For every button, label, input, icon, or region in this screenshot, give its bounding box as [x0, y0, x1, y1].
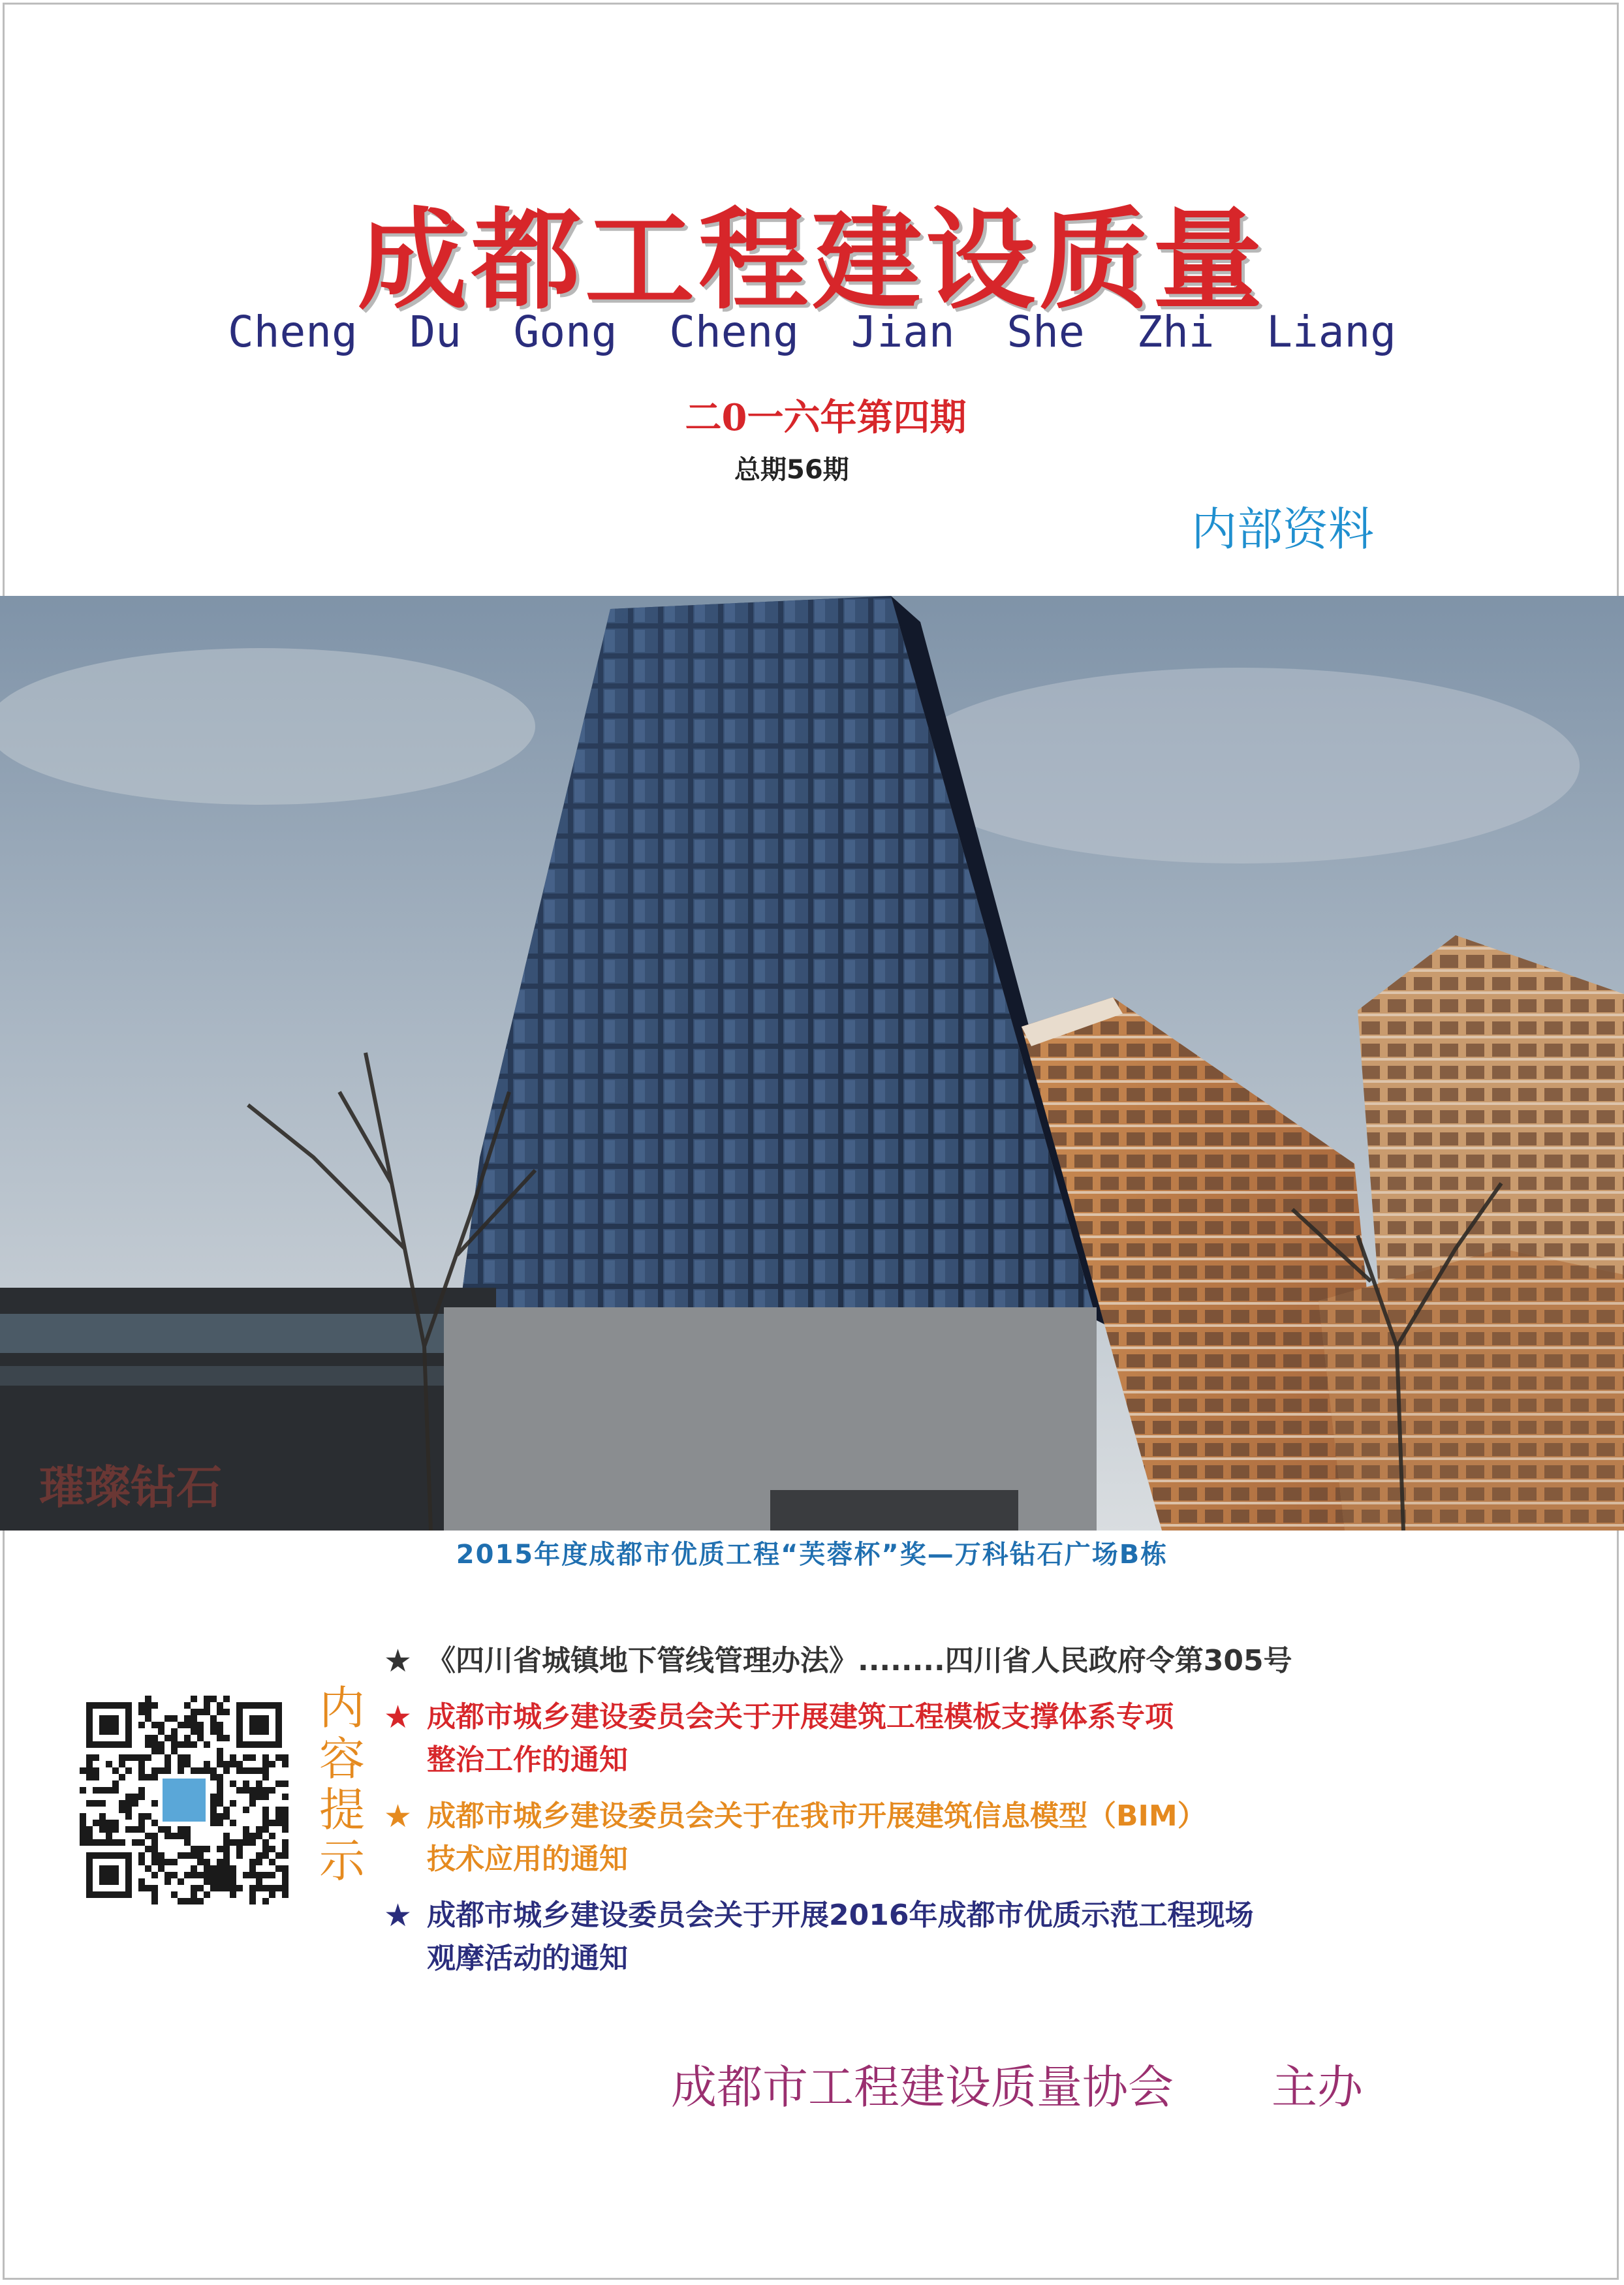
- contents-item-line: 整治工作的通知: [427, 1743, 628, 1777]
- contents-hint-char: 容: [319, 1732, 365, 1786]
- building-photo-illustration: [0, 596, 1624, 1531]
- contents-item-line: 观摩活动的通知: [427, 1942, 628, 1975]
- contents-hint-char: 示: [319, 1834, 365, 1888]
- contents-hint-label: [316, 1683, 368, 1886]
- contents-item: [384, 1795, 1585, 1881]
- contents-hint-char: 内: [319, 1681, 365, 1735]
- store-sign-text: 璀璨钻石: [39, 1460, 222, 1514]
- qr-code-graphic: [80, 1696, 289, 1904]
- contents-item: [384, 1640, 1585, 1683]
- publisher: [671, 2051, 1363, 2117]
- contents-item-line: 技术应用的通知: [427, 1842, 628, 1876]
- qr-code: [80, 1696, 289, 1904]
- magazine-title-pinyin: Cheng Du Gong Cheng Jian She Zhi Liang: [228, 307, 1396, 357]
- contents-hint-char: 提: [319, 1783, 365, 1837]
- star-icon: ★: [384, 1643, 413, 1679]
- contents-item: [384, 1894, 1585, 1980]
- contents-item-line: 成都市城乡建设委员会关于开展建筑工程模板支撑体系专项: [427, 1700, 1174, 1733]
- publisher-role: 主办: [1272, 2060, 1363, 2114]
- internal-material-label: 内部资料: [1191, 503, 1374, 556]
- contents-item-line: 《四川省城镇地下管线管理办法》........四川省人民政府令第305号: [427, 1644, 1292, 1677]
- contents-item: [384, 1696, 1585, 1782]
- star-icon: ★: [384, 1798, 413, 1835]
- magazine-title: 成都工程建设质量: [358, 195, 1266, 324]
- contents-item-line: 成都市城乡建设委员会关于在我市开展建筑信息模型（BIM）: [427, 1799, 1206, 1833]
- photo-caption: 2015年度成都市优质工程“芙蓉杯”奖—万科钻石广场B栋: [456, 1540, 1168, 1570]
- publisher-name: 成都市工程建设质量协会: [671, 2060, 1174, 2114]
- contents-item-line: 成都市城乡建设委员会关于开展2016年成都市优质示范工程现场: [427, 1899, 1254, 1932]
- total-issue-number: 总期56期: [734, 455, 849, 485]
- cover-photo: [0, 596, 1624, 1531]
- contents-list: [384, 1640, 1585, 1993]
- star-icon: ★: [384, 1699, 413, 1735]
- star-icon: ★: [384, 1897, 413, 1934]
- issue-number: 二0一六年第四期: [685, 396, 967, 439]
